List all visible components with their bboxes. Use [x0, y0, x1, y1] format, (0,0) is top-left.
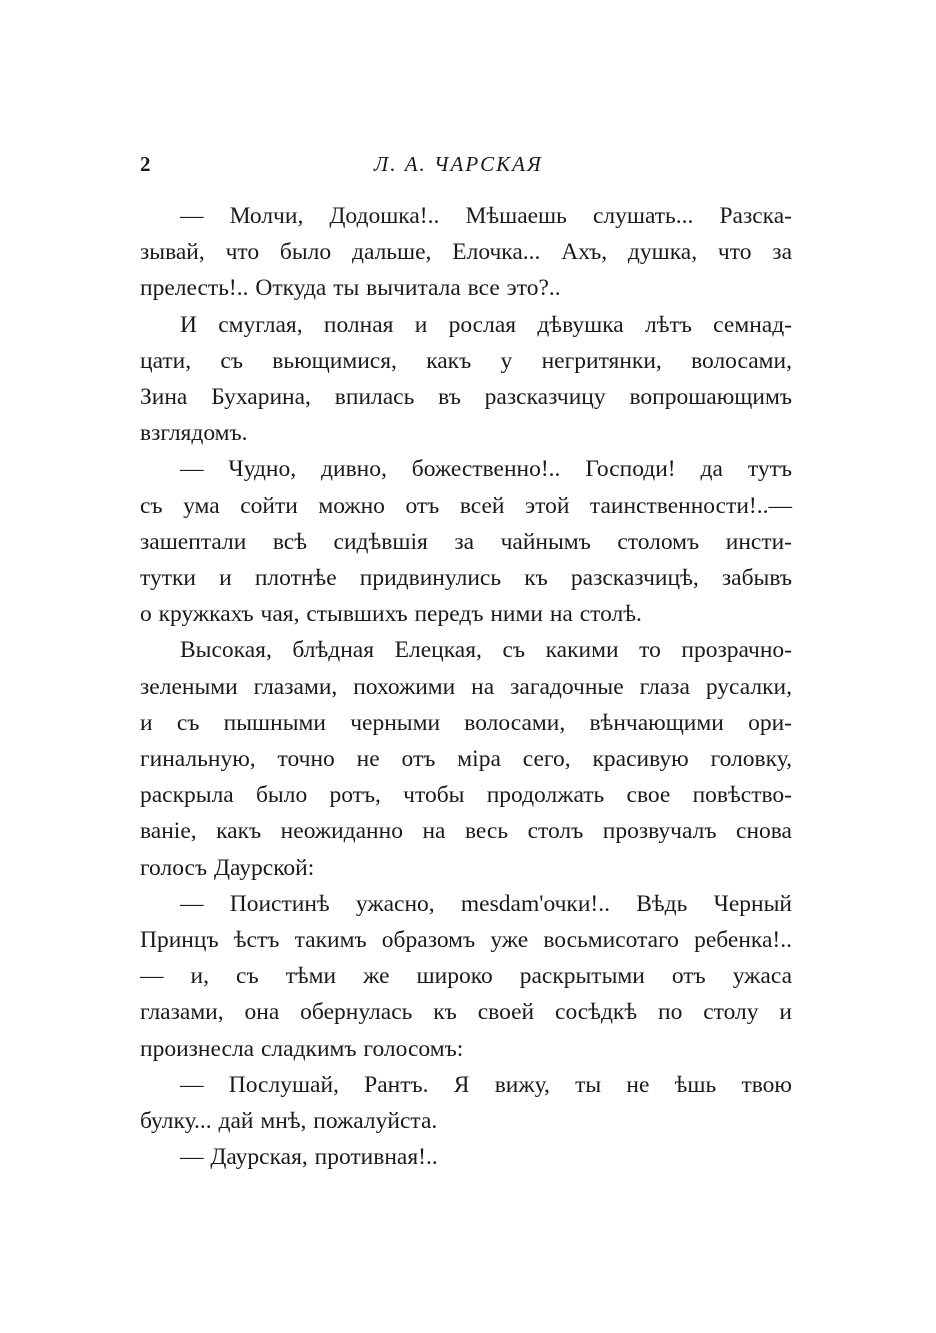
text-line: Принцъ ѣстъ такимъ образомъ уже восьмисотаго ребенка!..: [140, 927, 792, 954]
text-line: произнесла сладкимъ голосомъ:: [140, 1035, 464, 1062]
text-line: о кружкахъ чая, стывшихъ передъ ними на столѣ.: [140, 601, 642, 628]
paragraph: [140, 451, 792, 632]
text-line: зелеными глазами, похожими на загадочные глаза русалки,: [140, 673, 792, 700]
text-line: — Даурская, противная!..: [180, 1144, 438, 1171]
text-line: И смуглая, полная и рослая дѣвушка лѣтъ семнад-: [180, 311, 792, 338]
text-line: — Поистинѣ ужасно, mesdam'очки!.. Вѣдь Черный: [180, 890, 792, 917]
text-line: съ ума сойти можно отъ всей этой таинственности!..—: [140, 492, 792, 519]
text-line: тутки и плотнѣе придвинулись къ разсказчицѣ, забывъ: [140, 565, 792, 592]
text-line: зывай, что было дальше, Елочка... Ахъ, душка, что за: [140, 239, 792, 266]
text-line: голосъ Даурской:: [140, 854, 315, 881]
text-line: булку... дай мнѣ, пожалуйста.: [140, 1108, 438, 1135]
paragraph: [140, 1067, 792, 1139]
text-line: прелесть!.. Откуда ты вычитала все это?..: [140, 275, 561, 302]
paragraph: [140, 632, 792, 885]
text-line: гинальную, точно не отъ міра сего, красивую головку,: [140, 746, 792, 773]
text-line: Зина Бухарина, впилась въ разсказчицу вопрошающимъ: [140, 384, 792, 411]
paragraph: [140, 886, 792, 1067]
text-line: глазами, она обернулась къ своей сосѣдкѣ по столу и: [140, 999, 792, 1026]
text-line: ваніе, какъ неожиданно на весь столъ прозвучалъ снова: [140, 818, 792, 845]
text-line: раскрыла было ротъ, чтобы продолжать свое повѣство-: [140, 782, 792, 809]
paragraph: [140, 1139, 792, 1175]
body-text: [140, 198, 792, 1175]
text-line: зашептали всѣ сидѣвшія за чайнымъ столомъ инсти-: [140, 528, 792, 555]
text-line: Высокая, блѣдная Елецкая, съ какими то прозрачно-: [180, 637, 792, 664]
text-line: — Чудно, дивно, божественно!.. Господи! да тутъ: [180, 456, 792, 483]
text-line: и съ пышными черными волосами, вѣнчающими ори-: [140, 709, 792, 736]
page-header: [140, 152, 792, 184]
text-line: — и, съ тѣми же широко раскрытыми отъ ужаса: [140, 963, 792, 990]
paragraph: [140, 307, 792, 452]
running-title: Л. А. ЧАРСКАЯ: [374, 152, 543, 176]
text-line: цати, съ вьющимися, какъ у негритянки, волосами,: [140, 347, 792, 374]
page-number: 2: [140, 152, 151, 176]
text-line: взглядомъ.: [140, 420, 248, 447]
text-line: — Молчи, Додошка!.. Мѣшаешь слушать... Разска-: [180, 203, 792, 229]
paragraph: [140, 198, 792, 307]
text-line: — Послушай, Рантъ. Я вижу, ты не ѣшь твою: [180, 1071, 792, 1098]
